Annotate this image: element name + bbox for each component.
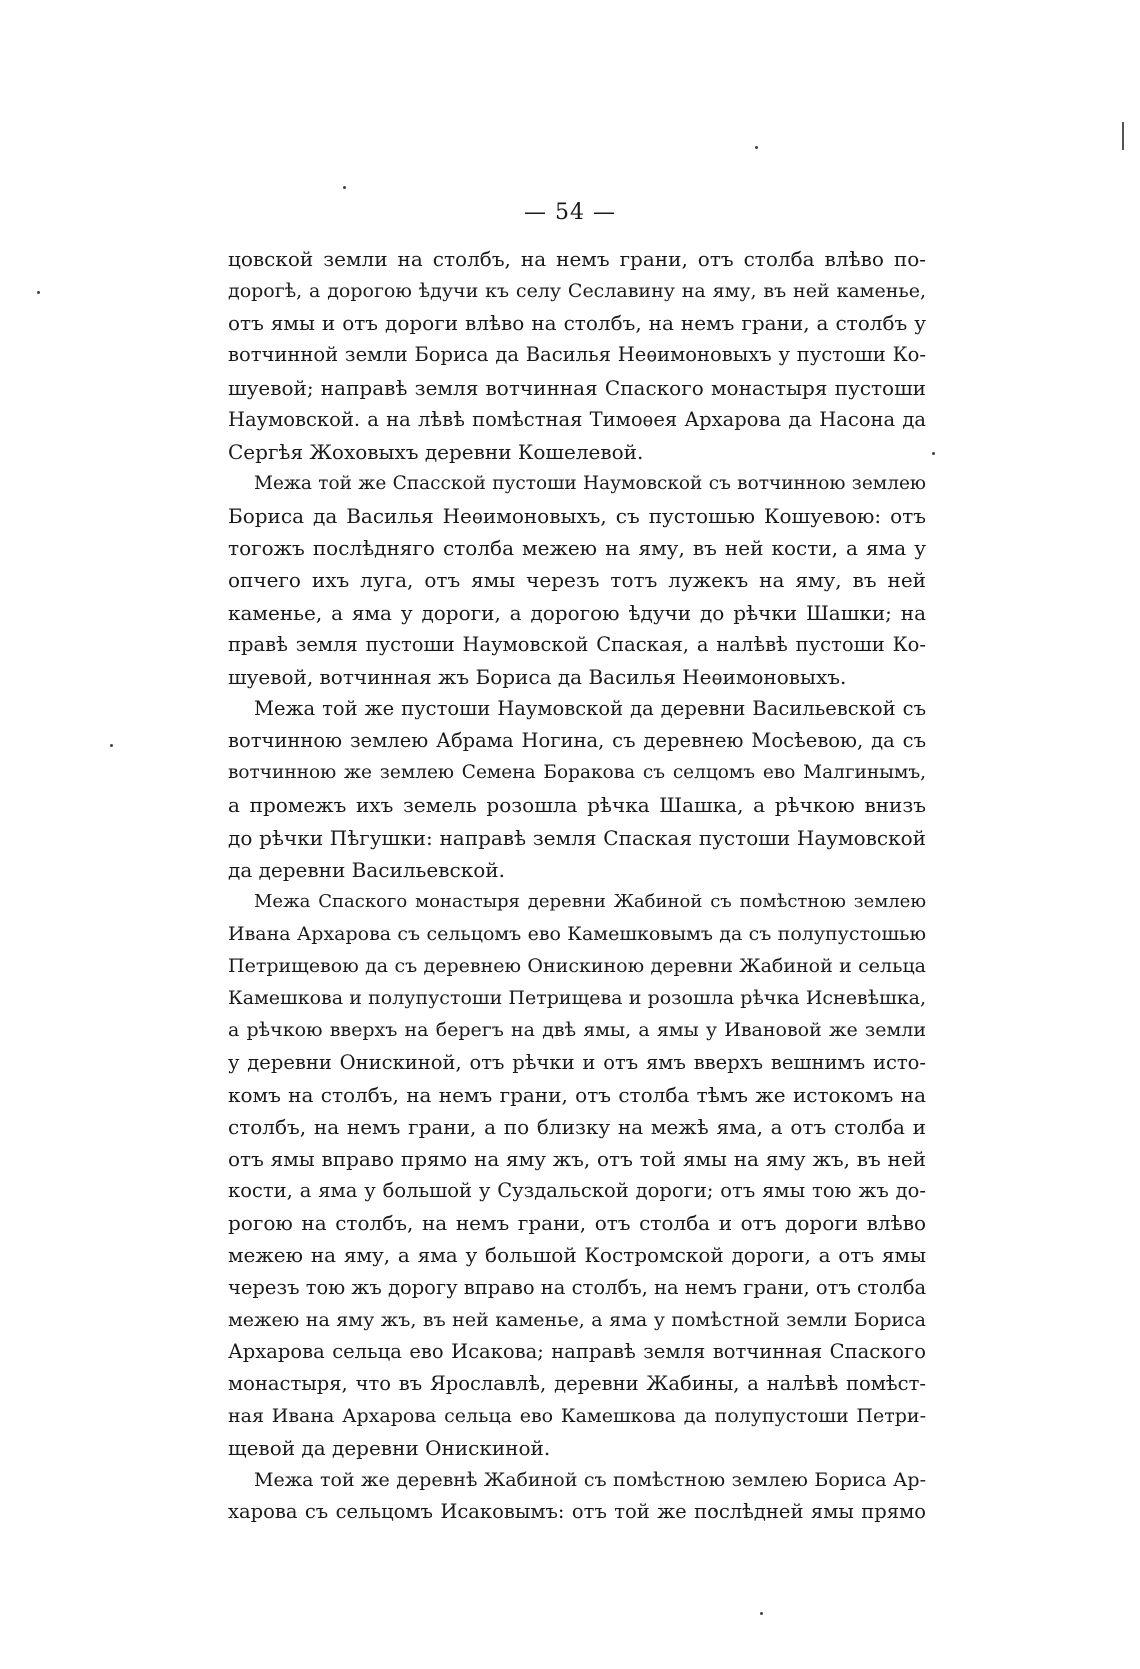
text-line: Архарова сельца ево Исакова; направѣ земля вотчинная Спаского <box>228 1339 926 1363</box>
text-line: вотчинною же землею Семена Боракова съ селцомъ ево Малгинымъ, <box>228 762 926 784</box>
text-line: а рѣчкою вверхъ на берегъ на двѣ ямы, а ямы у Ивановой же земли <box>228 1019 926 1042</box>
text-line: харова съ сельцомъ Исаковымъ: отъ той же послѣдней ямы прямо <box>228 1500 926 1524</box>
text-line: кости, а яма у большой у Суздальской дороги; отъ ямы тою жъ до- <box>228 1179 926 1203</box>
text-line: вотчинною землею Абрама Ногина, съ деревнею Мосѣевою, да съ <box>228 729 926 753</box>
scan-speck <box>760 1612 763 1615</box>
text-line: отъ ямы вправо прямо на яму жъ, отъ той ямы на яму жъ, въ ней <box>228 1146 926 1171</box>
paragraph <box>228 693 926 886</box>
text-line: тогожъ послѣдняго столба межею на яму, въ ней кости, а яма у <box>228 536 926 561</box>
text-line: а промежъ ихъ земель розошла рѣчка Шашка, а рѣчкою внизъ <box>228 793 926 818</box>
text-line: Камешкова и полупустоши Петрищева и розошла рѣчка Исневѣшка, <box>228 987 926 1010</box>
text-line: Межа Спаского монастыря деревни Жабиной съ помѣстною землею <box>254 890 926 912</box>
text-line: межею на яму жъ, въ ней каменье, а яма у помѣстной земли Бориса <box>228 1308 926 1331</box>
page-number: — 54 — <box>524 200 616 225</box>
text-line: Межа той же Спасской пустоши Наумовской съ вотчинною землею <box>254 472 926 494</box>
text-line: столбъ, на немъ грани, а по близку на межѣ яма, а отъ столба и <box>228 1114 926 1139</box>
scan-speck <box>110 744 113 747</box>
body-text <box>228 243 926 1529</box>
text-line: правѣ земля пустоши Наумовской Спаская, а налѣвѣ пустоши Ко- <box>228 632 926 656</box>
text-line: черезъ тою жъ дорогу вправо на столбъ, на немъ грани, отъ столба <box>228 1275 927 1299</box>
margin-mark <box>1122 122 1124 150</box>
text-line: Наумовской. а на лѣвѣ помѣстная Тимоѳея Архарова да Насона да <box>228 407 926 431</box>
text-line: да деревни Васильевской. <box>228 857 505 882</box>
text-line: каменье, а яма у дороги, а дорогою ѣдучи до рѣчки Шашки; на <box>228 600 926 625</box>
text-line: вотчинной земли Бориса да Василья Неѳимоновыхъ у пустоши Ко- <box>228 343 926 367</box>
text-line: Петрищевою да съ деревнею Онискиною деревни Жабиной и сельца <box>228 955 926 978</box>
text-line: до рѣчки Пѣгушки: направѣ земля Спаская пустоши Наумовской <box>228 825 926 850</box>
paragraph <box>228 243 926 468</box>
paragraph <box>228 886 926 1465</box>
scan-speck <box>343 186 346 189</box>
text-line: Межа той же деревнѣ Жабиной съ помѣстною землею Бориса Ар- <box>254 1469 926 1492</box>
scan-speck <box>37 291 40 294</box>
text-line: Межа той же пустоши Наумовской да деревни Васильевской съ <box>254 696 926 720</box>
text-line: Сергѣя Жоховыхъ деревни Кошелевой. <box>228 439 644 464</box>
paragraph <box>228 1464 926 1528</box>
text-line: шуевой; направѣ земля вотчинная Спаского монастыря пустоши <box>228 375 926 400</box>
text-line: щевой да деревни Онискиной. <box>228 1436 551 1461</box>
text-line: шуевой, вотчинная жъ Бориса да Василья Неѳимоновыхъ. <box>228 664 847 689</box>
paragraph <box>228 468 926 693</box>
text-line: дорогѣ, а дорогою ѣдучи къ селу Сеславину на яму, въ ней каменье, <box>228 280 926 303</box>
text-line: цовской земли на столбъ, на немъ грани, отъ столба влѣво по- <box>228 247 926 271</box>
text-line: ная Ивана Архарова сельца ево Камешкова да полупустоши Петри- <box>228 1405 926 1428</box>
text-line: у деревни Онискиной, отъ рѣчки и отъ ямъ вверхъ вешнимъ исто- <box>228 1050 926 1074</box>
text-line: комъ на столбъ, на немъ грани, отъ столба тѣмъ же истокомъ на <box>228 1082 926 1107</box>
text-line: отъ ямы и отъ дороги влѣво на столбъ, на немъ грани, а столбъ у <box>228 311 926 336</box>
scan-speck <box>932 452 935 455</box>
scan-speck <box>755 146 758 149</box>
text-line: Ивана Архарова съ сельцомъ ево Камешковымъ да съ полупустошью <box>228 922 926 945</box>
text-line: Бориса да Василья Неѳимоновыхъ, съ пустошью Кошуевою: отъ <box>228 504 926 529</box>
text-line: опчего ихъ луга, отъ ямы черезъ тотъ лужекъ на яму, въ ней <box>228 568 926 593</box>
text-line: межею на яму, а яма у большой Костромской дороги, а отъ ямы <box>228 1243 926 1268</box>
text-line: монастыря, что въ Ярославлѣ, деревни Жабины, а налѣвѣ помѣст- <box>228 1371 926 1395</box>
text-line: рогою на столбъ, на немъ грани, отъ столба и отъ дороги влѣво <box>228 1211 926 1236</box>
